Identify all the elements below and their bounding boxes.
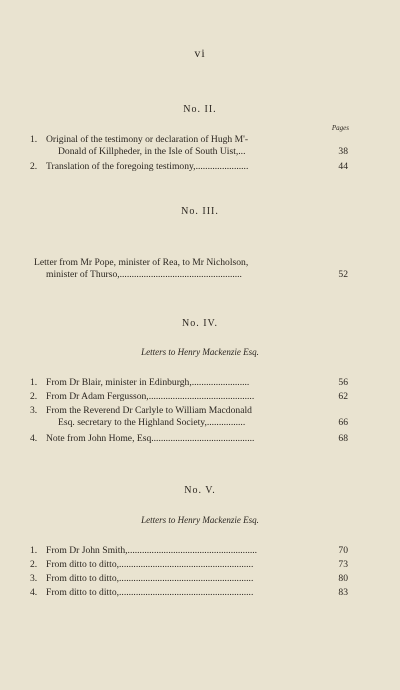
pages-column-header: Pages xyxy=(331,124,349,132)
entry-page-number: 83 xyxy=(338,587,348,598)
toc-entry xyxy=(30,161,348,173)
entry-page-number: 62 xyxy=(338,391,348,402)
toc-entry xyxy=(30,545,348,557)
toc-entry xyxy=(30,573,348,585)
entry-number: 3. xyxy=(30,405,38,416)
section-title-no-3: No. III. xyxy=(181,206,219,217)
entry-page-number: 70 xyxy=(338,545,348,556)
entry-number: 4. xyxy=(30,433,38,444)
entry-line: minister of Thurso,................................................... xyxy=(46,269,242,281)
toc-entry xyxy=(30,257,348,282)
entry-line: Donald of Killpheder, in the Isle of South Uist,... xyxy=(58,146,246,158)
entry-number: 1. xyxy=(30,377,38,388)
section-subtitle: Letters to Henry Mackenzie Esq. xyxy=(141,347,259,357)
toc-entry xyxy=(30,433,348,445)
entry-page-number: 80 xyxy=(338,573,348,584)
entry-number: 2. xyxy=(30,559,38,570)
entry-line: Original of the testimony or declaration of Hugh M'- xyxy=(46,134,249,145)
entry-number: 2. xyxy=(30,391,38,402)
toc-entry xyxy=(30,587,348,599)
entry-number: 4. xyxy=(30,587,38,598)
toc-entry xyxy=(30,559,348,571)
entry-page-number: 52 xyxy=(338,269,348,281)
entry-page-number: 68 xyxy=(338,433,348,444)
entry-line: Note from John Home, Esq........................................... xyxy=(46,433,255,444)
toc-entry xyxy=(30,391,348,403)
entry-page-number: 73 xyxy=(338,559,348,570)
entry-number: 3. xyxy=(30,573,38,584)
entry-page-number: 56 xyxy=(338,377,348,388)
toc-entry xyxy=(30,377,348,389)
entry-line: Letter from Mr Pope, minister of Rea, to Mr Nicholson, xyxy=(34,257,249,268)
entry-line: From ditto to ditto,........................................................ xyxy=(46,587,254,598)
entry-number: 1. xyxy=(30,134,38,145)
entry-page-number: 44 xyxy=(338,161,348,172)
toc-entry xyxy=(30,405,348,430)
entry-number: 2. xyxy=(30,161,38,172)
section-subtitle: Letters to Henry Mackenzie Esq. xyxy=(141,515,259,525)
entry-page-number: 66 xyxy=(338,417,348,429)
toc-entry xyxy=(30,134,348,159)
entry-line: From the Reverend Dr Carlyle to William Macdonald xyxy=(46,405,252,416)
entry-line: From ditto to ditto,........................................................ xyxy=(46,559,254,570)
folio-page-number: vi xyxy=(194,46,206,60)
section-title-no-2: No. II. xyxy=(183,104,217,115)
entry-line: From Dr Adam Fergusson,............................................ xyxy=(46,391,255,402)
entry-number: 1. xyxy=(30,545,38,556)
entry-line: From Dr Blair, minister in Edinburgh,........................ xyxy=(46,377,250,388)
entry-line: Esq. secretary to the Highland Society,................ xyxy=(58,417,246,429)
entry-page-number: 38 xyxy=(338,146,348,158)
section-title-no-4: No. IV. xyxy=(182,318,218,329)
section-title-no-5: No. V. xyxy=(184,485,216,496)
entry-line: Translation of the foregoing testimony,...................... xyxy=(46,161,249,172)
entry-line: From Dr John Smith,...................................................... xyxy=(46,545,258,556)
entry-line: From ditto to ditto,........................................................ xyxy=(46,573,254,584)
